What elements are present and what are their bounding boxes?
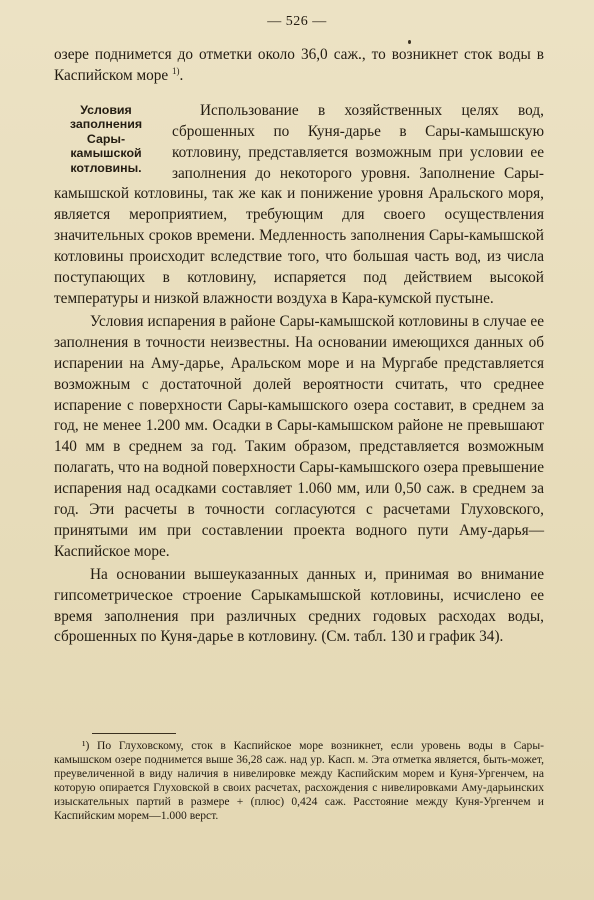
- section-paragraph-2: Условия испарения в районе Сары-камышской котловины в случае ее заполнения в точности неизвестны. На основании имеющихся данных об испарении на Аму-дарье, Аральском море и на Мургабе представляется возможным с достаточной долей вероятности считать, что среднее испарение с поверхности Сары-камышского озера составит, в среднем за год, не менее 1.200 мм. Осадки в Сары-камышском районе не превышают 140 мм в среднем за год. Таким образом, представляется возможным полагать, что на водной поверхности Сары-камышского озера превышение испарения над осадками составляет 1.060 мм, или 0,50 саж. в среднем за год. Эти расчеты в точности согласуются с расчетами Глуховского, принятыми им при составлении проекта водного пути Аму-дарья—Каспийское море.: [54, 312, 544, 560]
- footnote-separator: [92, 733, 176, 734]
- ink-speck: [408, 40, 411, 44]
- section-paragraph-1: Использование в хозяйственных целях вод, сброшенных по Куня-дарье в Сары-камышскую котловину, представляется возможным при условии ее заполнения до некоторого уровня. Заполнение Сары-камышской котловины, так же как и понижение уровня Аральского моря, является мероприятием, требующим для своего осуществления значительных сроков времени. Медленность заполнения Сары-камышской котловины происходит вследствие того, что большая часть вод, из числа поступающих в котловину, испаряется под действием высокой температуры и низкой влажности воздуха в Кара-кумской пустыне.: [54, 101, 544, 307]
- section-side-heading: Условия заполнения Сары-камышской котловины.: [69, 102, 143, 175]
- footnote: ¹) По Глуховскому, сток в Каспийское море возникнет, если уровень воды в Сары-камышском озере поднимется выше 36,28 саж. над ур. Касп. м. Эта отметка является, быть-может, преувеличенной в виду наличия в нивелировке между Каспийским морем и Куня-Ургенчем, на которую опирается Глуховской в своих расчетах, расхождения с нивелировками Аму-дарьинских изыскательных партий в размере + (плюс) 0,424 саж. Расстояние между Куня-Ургенчем и Каспийским морем—1.000 верст.: [54, 739, 544, 822]
- page-number: — 526 —: [267, 14, 327, 29]
- top-paragraph-text: озере поднимется до отметки около 36,0 саж., то возникнет сток воды в Каспийском море: [54, 46, 544, 84]
- footnote-reference: 1): [172, 65, 180, 76]
- top-paragraph: [54, 45, 544, 87]
- main-text: [54, 45, 544, 648]
- section-paragraph-3: На основании вышеуказанных данных и, принимая во внимание гипсометрическое строение Сарыкамышской котловины, исчислено ее время заполнения при различных средних годовых расходах воды, сброшенных по Куня-дарье в котловину. (См. табл. 130 и график 34).: [54, 565, 544, 646]
- top-paragraph-end: .: [179, 66, 184, 84]
